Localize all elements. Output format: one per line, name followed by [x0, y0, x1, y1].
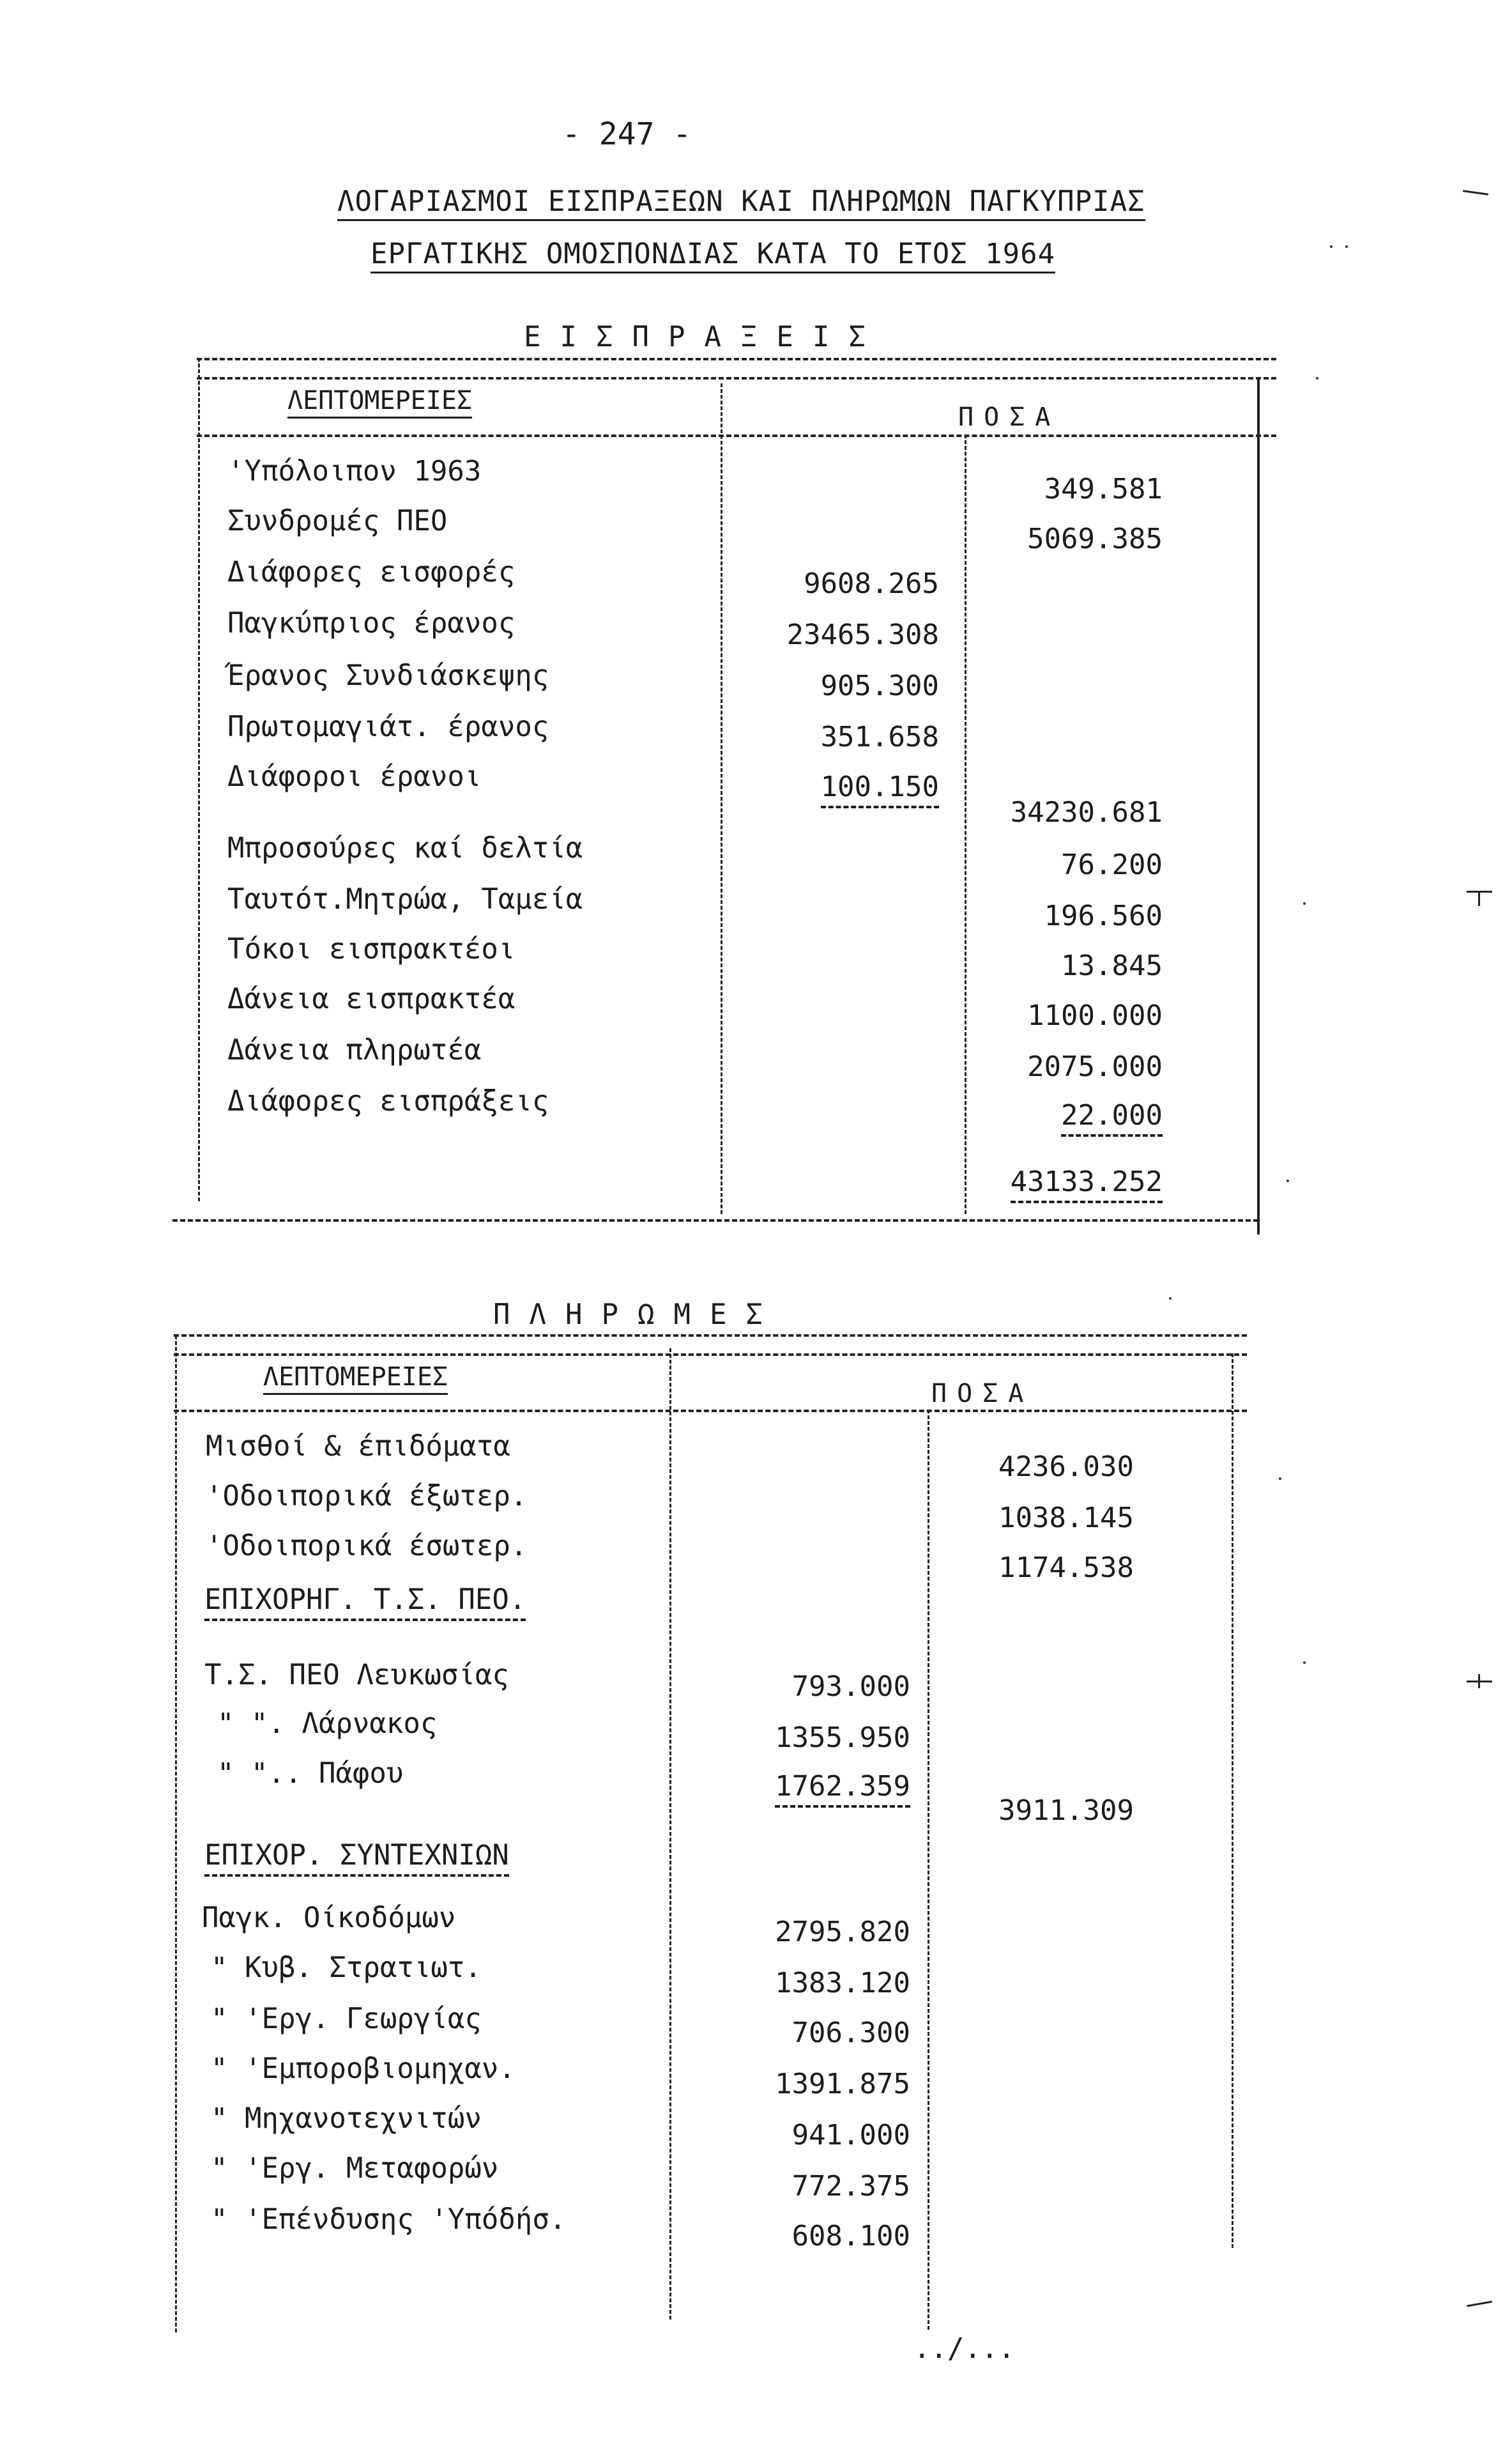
receipts-divider-1 [721, 383, 722, 1214]
receipts-heading: ΕΙΣΠΡΑΞΕΙΣ [524, 321, 885, 353]
receipt-total-amount: 349.581 [1044, 473, 1163, 505]
receipt-label: Τόκοι εισπρακτέοι [227, 933, 515, 966]
receipt-label: Έρανος Συνδιάσκεψης [227, 659, 549, 692]
payment-label: 'Οδοιπορικά έξωτερ. [206, 1480, 528, 1512]
payment-label: " ".. Πάφου [217, 1757, 404, 1790]
payment-label: Μισθοί & έπιδόματα [206, 1430, 510, 1463]
receipts-top-rule [197, 358, 1276, 360]
scan-speck [1287, 1180, 1289, 1182]
receipt-label: Συνδρομές ΠΕΟ [227, 505, 448, 537]
payment-sub-amount: 608.100 [791, 2220, 910, 2252]
receipt-label: Μπροσούρες καί δελτία [227, 832, 583, 865]
payment-sub-amount: 1391.875 [775, 2068, 910, 2100]
payment-label: 'Οδοιπορικά έσωτερ. [206, 1530, 528, 1562]
payments-heading: ΠΛΗΡΩΜΕΣ [493, 1298, 782, 1331]
scan-speck [1303, 902, 1306, 905]
receipt-label: Διάφοροι έρανοι [227, 760, 482, 793]
receipts-grand-total: 43133.252 [1011, 1166, 1163, 1203]
receipt-total-amount: 13.845 [1061, 950, 1163, 982]
receipt-total-amount: 1100.000 [1027, 999, 1163, 1032]
title-line-2: ΕΡΓΑΤΙΚΗΣ ΟΜΟΣΠΟΝΔΙΑΣ ΚΑΤΑ ΤΟ ΕΤΟΣ 1964 [370, 238, 1055, 273]
continuation-mark: ../... [913, 2332, 1015, 2365]
payment-label: " Κυβ. Στρατιωτ. [211, 1951, 482, 1984]
scan-speck [1345, 245, 1348, 248]
scan-mark [1478, 891, 1480, 906]
receipt-sub-amount: 9608.265 [804, 567, 939, 600]
receipts-header-rule [197, 435, 1276, 437]
receipt-label: Διάφορες εισπράξεις [227, 1085, 549, 1118]
receipt-total-amount: 76.200 [1061, 849, 1163, 881]
receipt-label: 'Υπόλοιπον 1963 [227, 455, 482, 488]
payment-sub-amount: 1383.120 [775, 1967, 910, 1999]
receipt-label: Διάφορες εισφορές [227, 556, 515, 589]
receipts-divider-2 [965, 435, 966, 1214]
payment-label: " 'Εμποροβιομηχαν. [211, 2052, 515, 2085]
payment-label: " 'Επένδυσης 'Υπόδήσ. [211, 2203, 567, 2236]
receipts-col-details: ΛΕΠΤΟΜΕΡΕΙΕΣ [287, 386, 472, 419]
receipt-total-amount: 196.560 [1044, 900, 1163, 932]
payments-header-rule [174, 1410, 1247, 1412]
scan-speck [1330, 245, 1333, 248]
section-heading-epichor-syntechnion: ΕΠΙΧΟΡ. ΣΥΝΤΕΧΝΙΩΝ [204, 1839, 509, 1877]
scan-speck [1169, 1297, 1172, 1300]
payments-divider-1 [669, 1348, 671, 2320]
payment-sub-amount: 941.000 [791, 2119, 910, 2151]
payments-top-rule [174, 1334, 1247, 1337]
receipt-sub-amount: 905.300 [820, 670, 939, 702]
payment-label: Παγκ. Οίκοδόμων [202, 1902, 456, 1934]
scan-speck [1279, 1477, 1281, 1480]
payments-left-border [175, 1335, 177, 2332]
scan-speck [1316, 377, 1318, 380]
receipts-bottom-rule [172, 1219, 1258, 1222]
receipt-total-amount: 34230.681 [1010, 796, 1163, 829]
scan-mark [1467, 2301, 1492, 2307]
payment-total-amount: 1038.145 [998, 1502, 1134, 1534]
title-line-1: ΛΟΓΑΡΙΑΣΜΟΙ ΕΙΣΠΡΑΞΕΩΝ ΚΑΙ ΠΛΗΡΩΜΩΝ ΠΑΓΚΥΠΡΙΑΣ [337, 185, 1145, 221]
payment-sub-amount: 793.000 [791, 1670, 910, 1703]
payments-col-amounts: ΠΟΣΑ [931, 1379, 1034, 1408]
receipt-label: Ταυτότ.Μητρώα, Ταμεία [227, 883, 583, 916]
payments-top-rule-2 [174, 1353, 1247, 1356]
receipts-left-border [198, 358, 200, 1201]
receipt-sub-amount: 351.658 [820, 721, 939, 753]
receipt-label: Δάνεια πληρωτέα [227, 1034, 482, 1066]
receipts-col-amounts: ΠΟΣΑ [958, 403, 1061, 432]
payment-total-amount: 4236.030 [998, 1450, 1134, 1483]
payment-label: " 'Εργ. Γεωργίας [211, 2003, 482, 2035]
section-heading-epichorig-ts-peo: ΕΠΙΧΟΡΗΓ. Τ.Σ. ΠΕΟ. [204, 1583, 526, 1621]
scan-mark [1478, 1674, 1480, 1688]
receipt-sub-amount: 100.150 [821, 771, 939, 808]
payment-sub-amount: 1762.359 [775, 1770, 910, 1808]
receipt-label: Δάνεια εισπρακτέα [227, 983, 515, 1015]
receipt-total-amount: 22.000 [1061, 1099, 1163, 1137]
receipt-sub-amount: 23465.308 [786, 619, 939, 651]
payment-label: " Μηχανοτεχνιτών [211, 2102, 482, 2135]
receipt-label: Παγκύπριος έρανος [227, 607, 515, 640]
payment-label: " ". Λάρνακος [217, 1707, 438, 1740]
section1-total-amount: 3911.309 [998, 1794, 1134, 1827]
receipts-top-rule-2 [197, 377, 1276, 380]
payments-divider-2 [928, 1410, 929, 2330]
payment-label: " 'Εργ. Μεταφορών [211, 2152, 499, 2185]
page-number: - 247 - [562, 116, 692, 152]
scan-speck [1303, 1661, 1306, 1664]
payments-col-details: ΛΕΠΤΟΜΕΡΕΙΕΣ [263, 1362, 448, 1395]
scan-mark [1463, 190, 1488, 196]
payment-total-amount: 1174.538 [998, 1551, 1134, 1584]
receipt-label: Πρωτομαγιάτ. έρανος [227, 711, 549, 743]
payment-sub-amount: 1355.950 [775, 1721, 910, 1754]
receipt-total-amount: 2075.000 [1027, 1050, 1163, 1083]
payment-sub-amount: 706.300 [791, 2017, 910, 2049]
payment-sub-amount: 2795.820 [775, 1916, 910, 1948]
payments-right-border [1232, 1353, 1233, 2248]
receipt-total-amount: 5069.385 [1027, 523, 1163, 555]
payment-sub-amount: 772.375 [791, 2170, 910, 2203]
receipts-right-border [1257, 378, 1260, 1235]
payment-label: Τ.Σ. ΠΕΟ Λευκωσίας [204, 1659, 509, 1691]
